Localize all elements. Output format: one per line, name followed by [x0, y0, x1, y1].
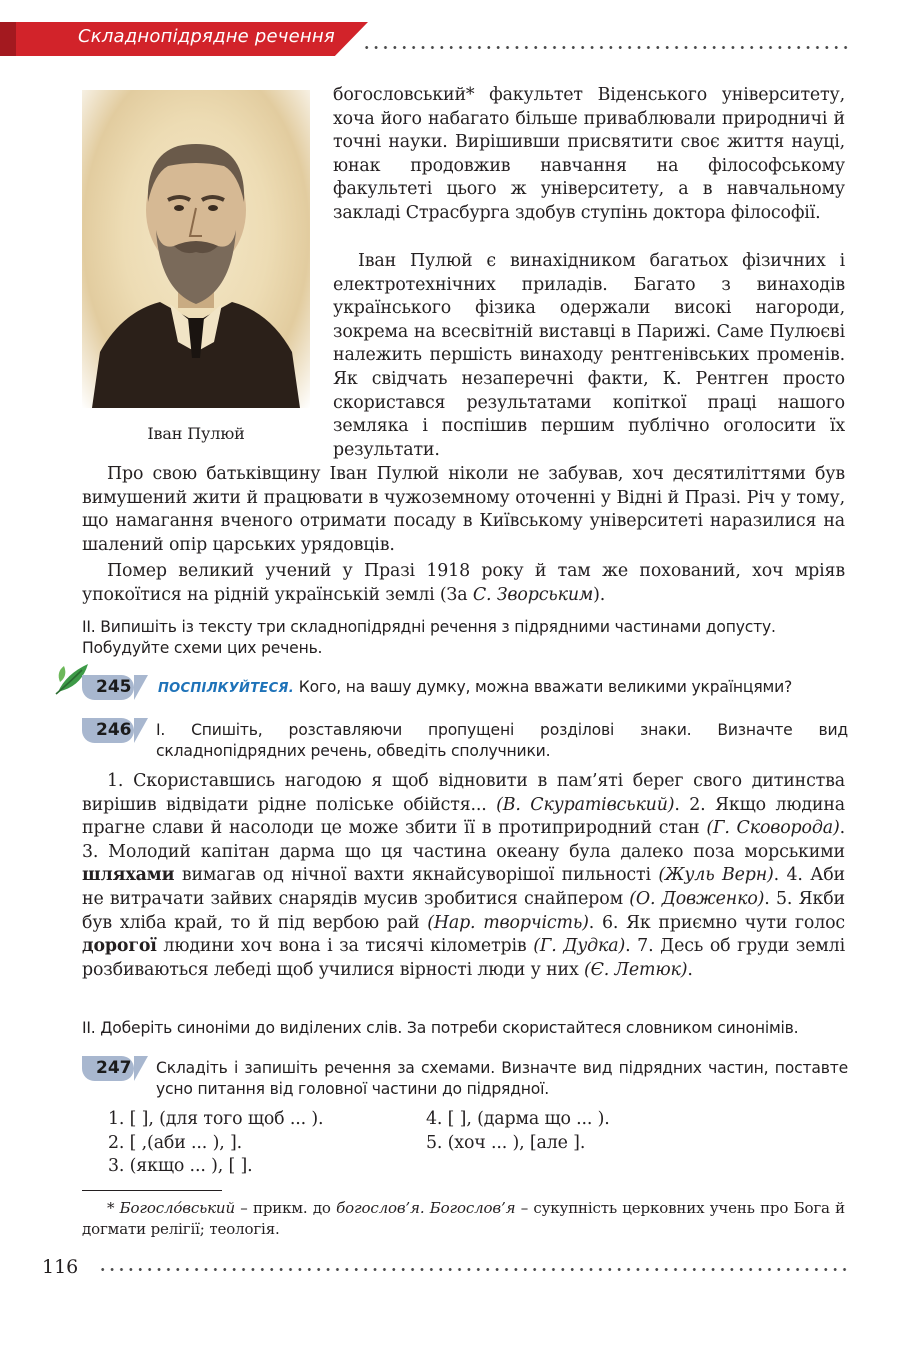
exercise-number-247: 247	[82, 1056, 134, 1081]
page-number: 116	[42, 1256, 79, 1278]
exercise-246-task-2: II. Доберіть синоніми до виділених слів. За потреби скористайтеся словником синонімів.	[82, 1019, 799, 1037]
highlighted-word-2: дорогої	[82, 936, 157, 957]
exercise-number-245: 245	[82, 675, 134, 700]
portrait-photo	[82, 90, 310, 408]
scheme-item: 2. [ ,(аби ... ), ].	[108, 1132, 242, 1153]
footer-dotted-line	[98, 1268, 848, 1271]
footnote: * Богосло́вський – прикм. до богослов’я. Богослов’я – сукупність церковних учень про Бога й догмати релігії; теологія.	[82, 1199, 846, 1238]
exercise-number-246: 246	[82, 718, 134, 743]
paragraph-right-1: богословський* факультет Віденського університету, хоча його набагато більше приваблювали природничі й точні науки. Вирішивши присвятити своє життя науці, юнак продовжив навчання на філософському факультеті цього ж університету, а в навчальному закладі Страсбурга здобув ступінь доктора філософії.	[333, 85, 845, 223]
exercise-245-text: ПОСПІЛКУЙТЕСЯ. Кого, на вашу думку, можна вважати великими українцями?	[158, 678, 793, 696]
exercise-246-task: I. Спишіть, розставляючи пропущені розділові знаки. Визначте вид складнопідрядних речень, обведіть сполучники.	[156, 721, 848, 760]
footnote-divider	[82, 1190, 222, 1191]
exercise-247-task: Складіть і запишіть речення за схемами. Визначте вид підрядних частин, поставте усно питання від головної частини до підрядної.	[156, 1059, 848, 1098]
header-dotted-line	[362, 46, 848, 49]
scheme-item: 1. [ ], (для того щоб ... ).	[108, 1109, 324, 1129]
source-author: С. Зворським	[472, 584, 594, 605]
paragraph-right-2: Іван Пулюй є винахідником багатьох фізичних і електротехнічних приладів. Багато з винаходів українського фізика одержали високі нагороди, зокрема на всесвітній виставці в Парижі. Саме Пулюєві належить першість винаходу рентгенівських променів. Як свідчать незаперечні факти, К. Рентген просто скористався результатами копіткої праці нашого земляка і поспішив першим публічно оголосити їх результати.	[333, 251, 845, 460]
talk-label: ПОСПІЛКУЙТЕСЯ.	[158, 681, 294, 696]
scheme-item: 4. [ ], (дарма що ... ).	[426, 1109, 610, 1129]
exercise-246-sentences: 1. Скориставшись нагодою я щоб відновити в пам’яті берег свого дитинства вирішив відвідати рідне поліське обійстя... (В. Скуратівський). 2. Якщо людина прагне слави й насолоди це може збити її в протиприродний стан (Г. Сковорода). 3. Молодий капітан дарма що ця частина океану була далеко поза морськими шляхами вимагав од нічної вахти якнайсуворішої пильності (Жуль Верн). 4. Аби не витрачати зайвих снарядів мусив зробитися снайпером (О. Довженко). 5. Якби був хліба край, то й під вербою рай (Нар. творчість). 6. Як приємно чути голос дорогої людини хоч вона і за тисячі кілометрів (Г. Дудка). 7. Десь об груди землі розбиваються лебеді щоб училися вірності люди у них (Є. Летюк).	[82, 771, 846, 980]
schemes-right-column	[426, 1108, 726, 1155]
scheme-item: 5. (хоч ... ), [але ].	[426, 1132, 586, 1153]
running-header-title: Складнопідрядне речення	[78, 26, 335, 47]
schemes-left-column	[108, 1108, 408, 1179]
paragraph-full-2: Помер великий учений у Празі 1918 року й там же похований, хоч мріяв упокоїтися на рідній українській землі (За С. Зворським).	[82, 561, 845, 605]
portrait-caption: Іван Пулюй	[147, 424, 245, 443]
header-accent	[0, 22, 16, 56]
portrait-figure-icon	[82, 90, 310, 408]
highlighted-word-1: шляхами	[82, 865, 175, 886]
scheme-item: 3. (якщо ... ), [ ].	[108, 1156, 253, 1177]
task-ii-text: II. Випишіть із тексту три складнопідрядні речення з підрядними частинами допусту. Побудуйте схеми цих речень.	[82, 618, 776, 657]
paragraph-full-1: Про свою батьківщину Іван Пулюй ніколи не забував, хоч десятиліттями був вимушений жити й працювати в чужоземному оточенні у Відні й Празі. Річ у тому, що намагання вченого отримати посаду в Київському університеті наразилися на шалений опір царських урядовців.	[82, 464, 845, 555]
